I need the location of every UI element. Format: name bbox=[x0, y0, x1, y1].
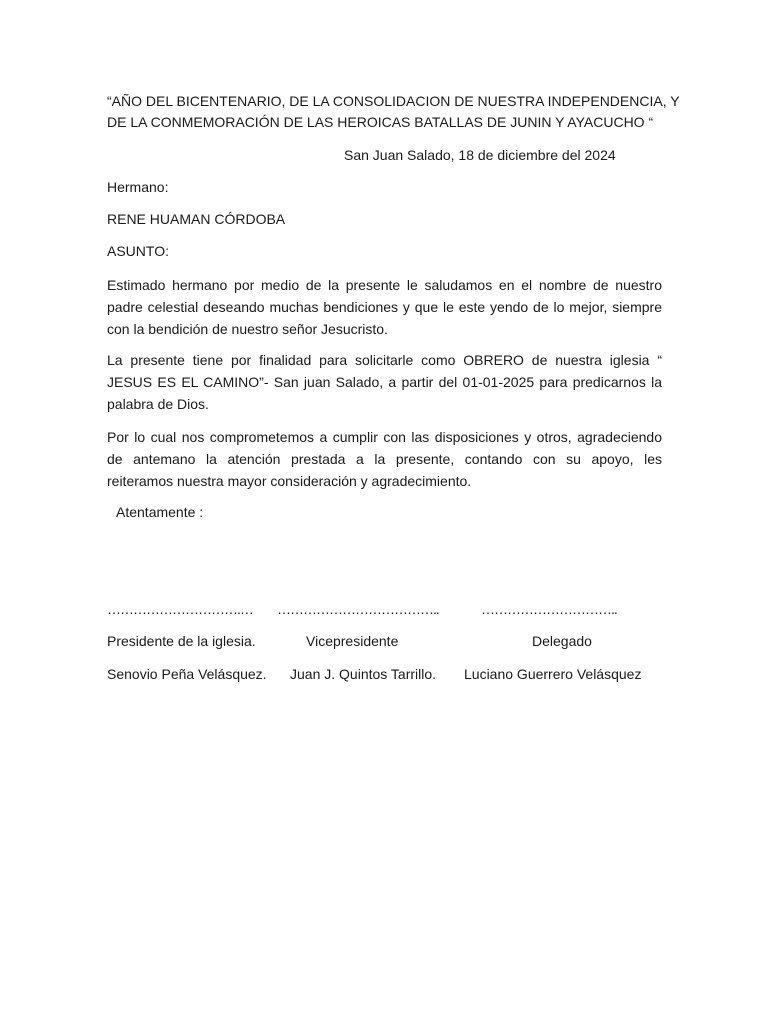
name-vicepresident: Juan J. Quintos Tarrillo. bbox=[290, 666, 437, 682]
paragraph-line: de antemano la atención prestada a la presente, contando con su apoyo, les bbox=[107, 451, 662, 467]
paragraph-line: Estimado hermano por medio de la presente le saludamos en el nombre de nuestro bbox=[107, 277, 662, 293]
header-line-1: “AÑO DEL BICENTENARIO, DE LA CONSOLIDACION DE NUESTRA INDEPENDENCIA, Y bbox=[107, 93, 680, 109]
paragraph-line: JESUS ES EL CAMINO”- San juan Salado, a partir del 01-01-2025 para predicarnos la bbox=[107, 374, 662, 390]
paragraph-line: La presente tiene por finalidad para solicitarle como OBRERO de nuestra iglesia “ bbox=[107, 352, 662, 368]
name-president: Senovio Peña Velásquez. bbox=[107, 666, 267, 682]
closing: Atentamente : bbox=[116, 504, 204, 520]
paragraph-line: padre celestial deseando muchas bendiciones y que le este yendo de lo mejor, siempre bbox=[107, 299, 662, 315]
role-vicepresident: Vicepresidente bbox=[306, 633, 399, 649]
name-delegate: Luciano Guerrero Velásquez bbox=[464, 666, 642, 682]
role-delegate: Delegado bbox=[532, 633, 592, 649]
paragraph-line: palabra de Dios. bbox=[107, 396, 209, 412]
header-line-2: DE LA CONMEMORACIÓN DE LAS HEROICAS BATALLAS DE JUNIN Y AYACUCHO “ bbox=[107, 114, 654, 130]
place-date: San Juan Salado, 18 de diciembre del 2024 bbox=[344, 147, 616, 163]
paragraph-line: con la bendición de nuestro señor Jesucristo. bbox=[107, 321, 388, 337]
paragraph-commitment bbox=[107, 426, 662, 492]
paragraph-line: Por lo cual nos comprometemos a cumplir con las disposiciones y otros, agradeciendo bbox=[107, 429, 662, 445]
salutation: Hermano: bbox=[107, 179, 169, 195]
paragraph-greeting bbox=[107, 274, 662, 340]
subject-label: ASUNTO: bbox=[107, 243, 169, 259]
signature-line-vicepresident: ……………………………….. bbox=[277, 601, 439, 617]
signature-line-delegate: ………………………….. bbox=[481, 601, 617, 617]
paragraph-line: reiteramos nuestra mayor consideración y agradecimiento. bbox=[107, 473, 472, 489]
signature-line-president: ………………………….… bbox=[107, 601, 253, 617]
paragraph-request bbox=[107, 349, 662, 415]
role-president: Presidente de la iglesia. bbox=[107, 633, 256, 649]
recipient-name: RENE HUAMAN CÓRDOBA bbox=[107, 211, 286, 227]
